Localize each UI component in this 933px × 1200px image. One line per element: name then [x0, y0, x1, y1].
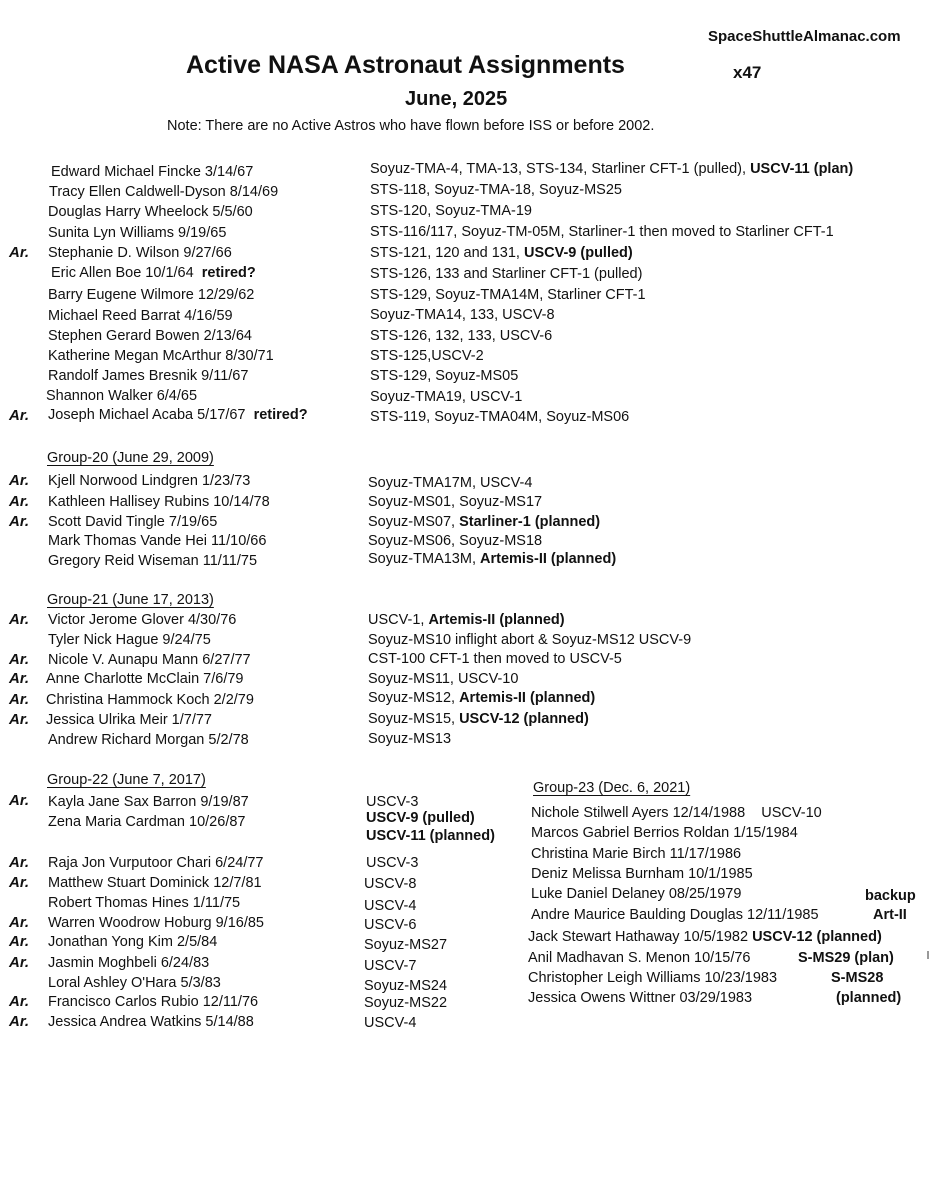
- astronaut-name: Andrew Richard Morgan 5/2/78: [48, 732, 249, 748]
- astronaut-name: Michael Reed Barrat 4/16/59: [48, 308, 233, 324]
- mission-list: Soyuz-MS15, USCV-12 (planned): [368, 711, 589, 727]
- astronaut-name: Stephen Gerard Bowen 2/13/64: [48, 328, 252, 344]
- group-23-heading: Group-23 (Dec. 6, 2021): [533, 780, 691, 796]
- astronaut-name: Gregory Reid Wiseman 11/11/75: [48, 553, 258, 569]
- astronaut-name: Jessica Owens Wittner 03/29/1983: [528, 990, 753, 1006]
- astronaut-name: Andre Maurice Baulding Douglas 12/11/1985: [531, 907, 819, 923]
- artemis-marker: Ar.: [9, 244, 30, 261]
- backup-note: backup: [865, 888, 916, 904]
- mission-list: STS-125,USCV-2: [370, 348, 484, 364]
- astronaut-name: Barry Eugene Wilmore 12/29/62: [48, 287, 255, 303]
- mission-list: USCV-6: [364, 917, 417, 933]
- group-20-heading: Group-20 (June 29, 2009): [47, 450, 214, 466]
- mission-list: USCV-11 (planned): [366, 828, 495, 844]
- artemis-marker: Ar.: [9, 854, 30, 871]
- artemis-marker: Ar.: [9, 670, 30, 687]
- astronaut-name: Zena Maria Cardman 10/26/87: [48, 814, 246, 830]
- artemis-marker: Ar.: [9, 792, 30, 809]
- astronaut-name: Jonathan Yong Kim 2/5/84: [48, 934, 218, 950]
- astronaut-name: Joseph Michael Acaba 5/17/67 retired?: [48, 407, 308, 423]
- mission-list: STS-121, 120 and 131, USCV-9 (pulled): [370, 245, 633, 261]
- astronaut-name: Warren Woodrow Hoburg 9/16/85: [48, 915, 264, 931]
- mission-list: USCV-9 (pulled): [366, 810, 475, 826]
- mission-list: USCV-4: [364, 1015, 417, 1031]
- astronaut-name: Tracy Ellen Caldwell-Dyson 8/14/69: [49, 184, 279, 200]
- astronaut-name: Kayla Jane Sax Barron 9/19/87: [48, 794, 249, 810]
- astronaut-name: Raja Jon Vurputoor Chari 6/24/77: [48, 855, 264, 871]
- mission-list: CST-100 CFT-1 then moved to USCV-5: [368, 651, 622, 667]
- mission-list: USCV-8: [364, 876, 417, 892]
- astronaut-name: Robert Thomas Hines 1/11/75: [48, 895, 241, 911]
- astronaut-name: Marcos Gabriel Berrios Roldan 1/15/1984: [531, 825, 798, 841]
- page-title: Active NASA Astronaut Assignments: [186, 51, 625, 79]
- astronaut-name: Christina Marie Birch 11/17/1986: [531, 846, 742, 862]
- artemis-marker: Ar.: [9, 407, 30, 424]
- assignment-note: Art-II: [873, 907, 907, 923]
- mission-list: STS-120, Soyuz-TMA-19: [370, 203, 532, 219]
- mission-list: Soyuz-TMA14, 133, USCV-8: [370, 307, 555, 323]
- astronaut-name: Scott David Tingle 7/19/65: [48, 514, 218, 530]
- header-note: Note: There are no Active Astros who have flown before ISS or before 2002.: [167, 118, 655, 134]
- mission-list: Soyuz-MS06, Soyuz-MS18: [368, 533, 543, 549]
- artemis-marker: Ar.: [9, 993, 30, 1010]
- mission-list: USCV-4: [364, 898, 417, 914]
- mission-list: STS-126, 133 and Starliner CFT-1 (pulled): [370, 266, 643, 282]
- astronaut-name: Kjell Norwood Lindgren 1/23/73: [48, 473, 251, 489]
- mission-list: STS-116/117, Soyuz-TM-05M, Starliner-1 then moved to Starliner CFT-1: [370, 224, 834, 240]
- artemis-marker: Ar.: [9, 493, 30, 510]
- mission-list: USCV-3: [366, 855, 419, 871]
- assignment-note: (planned): [836, 990, 902, 1006]
- mission-list: STS-129, Soyuz-MS05: [370, 368, 519, 384]
- astronaut-name: Mark Thomas Vande Hei 11/10/66: [48, 533, 267, 549]
- astronaut-name: Christina Hammock Koch 2/2/79: [46, 692, 254, 708]
- artemis-marker: Ar.: [9, 874, 30, 891]
- group-22-heading: Group-22 (June 7, 2017): [47, 772, 206, 788]
- astronaut-name: Kathleen Hallisey Rubins 10/14/78: [48, 494, 270, 510]
- mission-list: Soyuz-MS27: [364, 937, 448, 953]
- site-url: SpaceShuttleAlmanac.com: [708, 28, 901, 45]
- group-21-heading: Group-21 (June 17, 2013): [47, 592, 214, 608]
- artemis-marker: Ar.: [9, 933, 30, 950]
- artemis-marker: Ar.: [9, 651, 30, 668]
- mission-list: USCV-1, Artemis-II (planned): [368, 612, 565, 628]
- mission-list: Soyuz-MS22: [364, 995, 448, 1011]
- artemis-marker: Ar.: [9, 611, 30, 628]
- astronaut-name: Nicole V. Aunapu Mann 6/27/77: [48, 652, 251, 668]
- assignment-note: S-MS29 (plan): [798, 950, 894, 966]
- artemis-marker: Ar.: [9, 691, 30, 708]
- astronaut-name: Christopher Leigh Williams 10/23/1983: [528, 970, 778, 986]
- astronaut-name: Deniz Melissa Burnham 10/1/1985: [531, 866, 753, 882]
- astronaut-name: Jasmin Moghbeli 6/24/83: [48, 955, 210, 971]
- artemis-marker: Ar.: [9, 954, 30, 971]
- astronaut-count: x47: [733, 63, 762, 82]
- astronaut-name: Francisco Carlos Rubio 12/11/76: [48, 994, 259, 1010]
- mission-list: STS-118, Soyuz-TMA-18, Soyuz-MS25: [370, 182, 622, 198]
- mission-list: Soyuz-MS10 inflight abort & Soyuz-MS12 USCV-9: [368, 632, 692, 648]
- astronaut-name: Stephanie D. Wilson 9/27/66: [48, 245, 232, 261]
- assignment-note: S-MS28: [831, 970, 884, 986]
- mission-list: STS-129, Soyuz-TMA14M, Starliner CFT-1: [370, 287, 646, 303]
- mission-list: USCV-3: [366, 794, 419, 810]
- mission-list: Soyuz-TMA13M, Artemis-II (planned): [368, 551, 617, 567]
- mission-list: Soyuz-MS11, USCV-10: [368, 671, 519, 687]
- astronaut-name: Loral Ashley O'Hara 5/3/83: [48, 975, 221, 991]
- astronaut-name: Nichole Stilwell Ayers 12/14/1988 USCV-10: [531, 805, 822, 821]
- astronaut-name: Randolf James Bresnik 9/11/67: [48, 368, 249, 384]
- mission-list: Soyuz-MS12, Artemis-II (planned): [368, 690, 596, 706]
- artemis-marker: Ar.: [9, 472, 30, 489]
- mission-list: Soyuz-MS01, Soyuz-MS17: [368, 494, 543, 510]
- astronaut-name: Katherine Megan McArthur 8/30/71: [48, 348, 274, 364]
- mission-list: Soyuz-TMA19, USCV-1: [370, 389, 523, 405]
- astronaut-name: Tyler Nick Hague 9/24/75: [48, 632, 211, 648]
- astronaut-name: Edward Michael Fincke 3/14/67: [51, 164, 254, 180]
- mission-list: Soyuz-TMA-4, TMA-13, STS-134, Starliner CFT-1 (pulled), USCV-11 (plan): [370, 161, 854, 177]
- artemis-marker: Ar.: [9, 914, 30, 931]
- mission-list: Soyuz-TMA17M, USCV-4: [368, 475, 533, 491]
- astronaut-name: Jessica Ulrika Meir 1/7/77: [46, 712, 212, 728]
- mission-list: STS-126, 132, 133, USCV-6: [370, 328, 553, 344]
- artemis-marker: Ar.: [9, 1013, 30, 1030]
- astronaut-name: Luke Daniel Delaney 08/25/1979: [531, 886, 742, 902]
- astronaut-name: Sunita Lyn Williams 9/19/65: [48, 225, 227, 241]
- mission-list: Soyuz-MS07, Starliner-1 (planned): [368, 514, 601, 530]
- astronaut-name: Douglas Harry Wheelock 5/5/60: [48, 204, 253, 220]
- astronaut-name: Anil Madhavan S. Menon 10/15/76: [528, 950, 751, 966]
- report-date: June, 2025: [405, 88, 508, 110]
- astronaut-name: Victor Jerome Glover 4/30/76: [48, 612, 237, 628]
- scan-mark: [927, 951, 929, 959]
- artemis-marker: Ar.: [9, 711, 30, 728]
- artemis-marker: Ar.: [9, 513, 30, 530]
- astronaut-name: Jack Stewart Hathaway 10/5/1982 USCV-12 (planned): [528, 929, 882, 945]
- astronaut-name: Eric Allen Boe 10/1/64 retired?: [51, 265, 256, 281]
- mission-list: Soyuz-MS24: [364, 978, 448, 994]
- astronaut-name: Jessica Andrea Watkins 5/14/88: [48, 1014, 254, 1030]
- astronaut-name: Matthew Stuart Dominick 12/7/81: [48, 875, 262, 891]
- astronaut-name: Shannon Walker 6/4/65: [46, 388, 198, 404]
- mission-list: Soyuz-MS13: [368, 731, 452, 747]
- mission-list: USCV-7: [364, 958, 417, 974]
- astronaut-name: Anne Charlotte McClain 7/6/79: [46, 671, 244, 687]
- mission-list: STS-119, Soyuz-TMA04M, Soyuz-MS06: [370, 409, 630, 425]
